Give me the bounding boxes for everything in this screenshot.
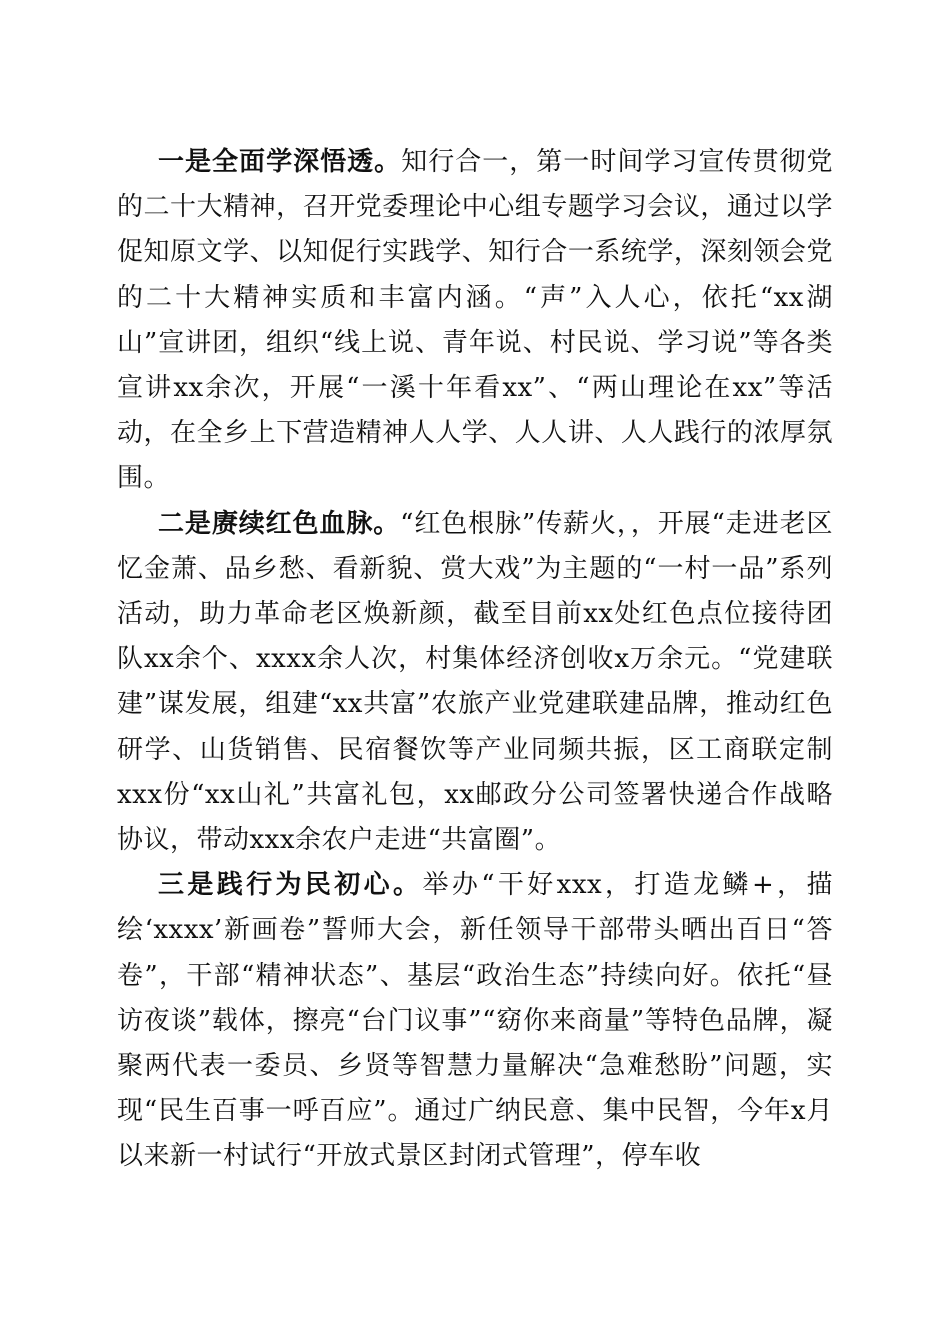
paragraph-3-body: 举办“干好xxx，打造龙鳞+，描绘‘xxxx’新画卷”誓师大会，新任领导干部带头晒出百日“答卷”，干部“精神状态”、基层“政治生态”持续向好。依托“昼访夜谈”载体，擦亮“台门议事”“窈你来商量”等特色品牌，凝聚两代表一委员、乡贤等智慧力量解决“急难愁盼”问题，实现“民生百事一呼百应”。通过广纳民意、集中民智，今年x月以来新一村试行“开放式景区封闭式管理”，停车收	[117, 870, 833, 1172]
paragraph-1-heading: 一是全面学深悟透。	[158, 147, 402, 177]
paragraph-2-heading: 二是赓续红色血脉。	[158, 508, 401, 539]
paragraph-2	[117, 502, 833, 864]
document-page	[117, 140, 833, 1180]
paragraph-1-body: 知行合一，第一时间学习宣传贯彻党的二十大精神，召开党委理论中心组专题学习会议，通过以学促知原文学、以知促行实践学、知行合一系统学，深刻领会党的二十大精神实质和丰富内涵。“声”入人心，依托“xx湖山”宣讲团，组织“线上说、青年说、村民说、学习说”等各类宣讲xx余次，开展“一溪十年看xx”、“两山理论在xx”等活动，在全乡上下营造精神人人学、人人讲、人人践行的浓厚氛围。	[117, 147, 833, 494]
paragraph-3	[117, 863, 833, 1179]
paragraph-3-heading: 三是践行为民初心。	[158, 870, 423, 901]
paragraph-2-body: “红色根脉”传薪火，，开展“走进老区忆金萧、品乡愁、看新貌、赏大戏”为主题的“一村一品”系列活动，助力革命老区焕新颜，截至目前xx处红色点位接待团队xx余个、xxxx余人次，村集体经济创收x万余元。“党建联建”谋发展，组建“xx共富”农旅产业党建联建品牌，推动红色研学、山货销售、民宿餐饮等产业同频共振，区工商联定制xxx份“xx山礼”共富礼包，xx邮政分公司签署快递合作战略协议，带动xxx余农户走进“共富圈”。	[117, 508, 833, 856]
paragraph-1	[117, 140, 833, 502]
